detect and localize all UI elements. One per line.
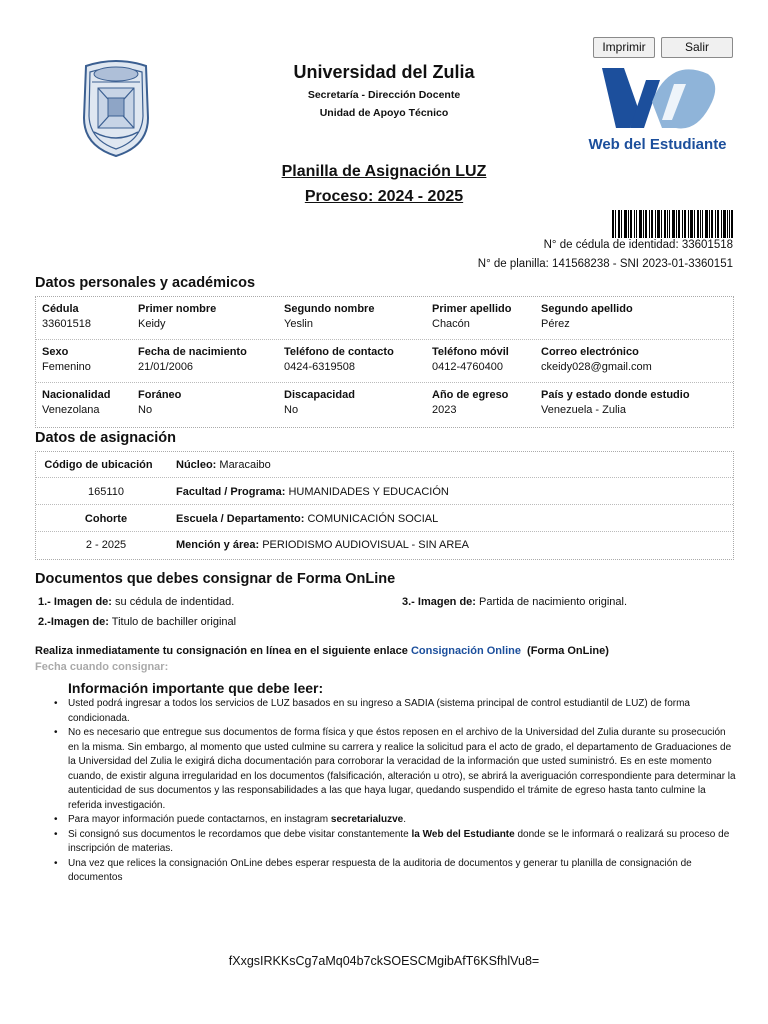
field-value: Chacón (432, 318, 470, 330)
document-item-label: 3.- Imagen de: (402, 596, 476, 608)
field-label: Fecha de nacimiento (138, 346, 247, 358)
field-segundo-nombre (284, 303, 374, 330)
faculty-value: HUMANIDADES Y EDUCACIÓN (288, 486, 449, 498)
university-title: Universidad del Zulia (293, 62, 475, 82)
field-label: Segundo nombre (284, 303, 375, 315)
documents-section-title: Documentos que debes consignar de Forma OnLine (35, 571, 396, 587)
code-value: 165110 (88, 486, 124, 498)
info-title: Información importante que debe leer: (68, 680, 324, 696)
school-field (176, 513, 438, 525)
row-divider (36, 339, 733, 340)
field-label: Correo electrónico (541, 346, 639, 358)
info-item (54, 813, 736, 828)
mention-label: Mención y área: (176, 539, 260, 551)
cohort-value: 2 - 2025 (85, 539, 127, 551)
consignment-notice-text: Realiza inmediatamente tu consignación en línea en el siguiente enlace (35, 645, 408, 657)
field-value: 0412-4760400 (432, 361, 503, 373)
code-label: Código de ubicación (44, 459, 153, 471)
secretariat-subtitle: Secretaría - Dirección Docente (307, 89, 461, 101)
faculty-label: Facultad / Programa: (176, 486, 286, 498)
info-list (54, 697, 736, 886)
field-primer-nombre (138, 303, 216, 330)
field-foraneo (138, 389, 181, 416)
web-del-estudiante-logo (580, 62, 735, 158)
document-item-2 (38, 616, 236, 628)
faculty-field (176, 486, 449, 498)
info-item (54, 828, 736, 857)
document-item-label: 1.- Imagen de: (38, 596, 112, 608)
info-item-text: Si consignó sus documentos le recordamos que debe visitar constantemente (68, 828, 409, 840)
consignment-notice-suffix: (Forma OnLine) (527, 645, 609, 657)
barcode-icon (612, 210, 733, 238)
unit-subtitle: Unidad de Apoyo Técnico (319, 107, 449, 119)
field-label: Segundo apellido (541, 303, 633, 315)
field-label: Primer nombre (138, 303, 217, 315)
planilla-number-line: N° de planilla: 141568238 - SNI 2023-01-3360151 (477, 258, 733, 270)
field-primer-apellido (432, 303, 511, 330)
field-label: Foráneo (138, 389, 182, 401)
info-item-text: donde se le informará o realizará su proceso de inscripción de materias. (68, 828, 730, 854)
info-item-text: No es necesario que entregue sus documentos de forma física y que éstos reposen en el archivo de la Universidad del Zulia durante su prosecución en la misma. Sin embargo, al momento que usted culmine su carrera y realice la solicitud para el acto de grado, el departamento de Graduaciones de la Universidad del Zulia le exigirá dicha documentación para corroborar la veracidad de la información que usted suministró. Es en este momento cuando, de existir alguna irregularidad en los documentos (falsificación, alteración u otro), se abrirá la averiguación correspondiente para determinar la autenticidad de sus documentos y las responsabilidades a las que haya lugar, quedando suspendido el trámite de egreso hasta tanto culmine la referida investigación. (68, 727, 736, 811)
field-value: No (138, 404, 153, 416)
info-item-text: . (403, 814, 406, 825)
field-sexo (42, 346, 91, 373)
field-label: Sexo (42, 346, 69, 358)
field-value: Keidy (138, 318, 166, 330)
field-value: Pérez (541, 318, 570, 330)
field-value: 2023 (432, 404, 457, 416)
field-label: Nacionalidad (42, 389, 111, 401)
consignment-online-link[interactable]: Consignación Online (410, 645, 521, 657)
row-divider (36, 477, 733, 478)
field-value: No (284, 404, 299, 416)
exit-button[interactable]: Salir (661, 37, 733, 58)
consignment-date-label: Fecha cuando consignar: (35, 661, 169, 673)
mention-field (176, 539, 469, 551)
field-telefono-contacto (284, 346, 394, 373)
info-item-text: Para mayor información puede contactarnos, en instagram (68, 814, 329, 825)
field-pais-estado (541, 389, 690, 416)
field-value: Venezuela - Zulia (541, 404, 626, 416)
field-value: 33601518 (42, 318, 91, 330)
field-discapacidad (284, 389, 355, 416)
field-cedula (42, 303, 91, 330)
field-telefono-movil (432, 346, 509, 373)
document-item-value: Partida de nacimiento original. (479, 596, 628, 608)
field-value: Yeslin (284, 318, 313, 330)
field-segundo-apellido (541, 303, 633, 330)
process-title: Proceso: 2024 - 2025 (304, 188, 464, 205)
document-title: Planilla de Asignación LUZ (281, 163, 487, 180)
field-label: Cédula (42, 303, 79, 315)
nucleo-value: Maracaibo (219, 459, 271, 471)
personal-data-box (35, 296, 734, 428)
personal-section-title: Datos personales y académicos (35, 275, 256, 291)
info-item-text: Usted podrá ingresar a todos los servicios de LUZ basados en su ingreso a SADIA (sistema principal de control estudiantil de LUZ) de forma condicionada. (68, 698, 690, 724)
assignment-section-title: Datos de asignación (35, 430, 177, 446)
row-divider (36, 531, 733, 532)
field-nacionalidad (42, 389, 110, 416)
mention-value: PERIODISMO AUDIOVISUAL - SIN AREA (262, 539, 470, 551)
field-value: 21/01/2006 (138, 361, 194, 373)
cohort-label: Cohorte (84, 513, 128, 525)
field-value: ckeidy028@gmail.com (541, 361, 652, 373)
document-item-1 (38, 596, 234, 608)
web-estudiante-mention: la Web del Estudiante (411, 828, 515, 840)
nucleo-field (176, 459, 271, 471)
field-fecha-nacimiento (138, 346, 247, 373)
field-value: Venezolana (42, 404, 100, 416)
instagram-handle: secretarialuzve (330, 814, 404, 825)
document-item-value: Titulo de bachiller original (111, 616, 237, 628)
consignment-notice (35, 645, 609, 657)
assignment-data-box (35, 451, 734, 560)
verification-code: fXxgsIRKKsCg7aMq04b7ckSOESCMgibAfT6KSfhlVu8= (228, 954, 540, 968)
field-label: País y estado donde estudio (541, 389, 690, 401)
field-label: Discapacidad (284, 389, 355, 401)
field-label: Primer apellido (432, 303, 512, 315)
row-divider (36, 504, 733, 505)
field-value: 0424-6319508 (284, 361, 355, 373)
info-item (54, 857, 736, 886)
info-item (54, 726, 736, 813)
field-label: Teléfono de contacto (284, 346, 394, 358)
nucleo-label: Núcleo: (176, 459, 217, 471)
id-number-line: N° de cédula de identidad: 33601518 (543, 239, 733, 251)
document-item-3 (402, 596, 627, 608)
brand-label: Web del Estudiante (588, 136, 727, 153)
w-logo-icon (580, 62, 735, 136)
field-anio-egreso (432, 389, 508, 416)
row-divider (36, 382, 733, 383)
document-item-value: su cédula de indentidad. (115, 596, 235, 608)
document-item-label: 2.-Imagen de: (38, 616, 109, 628)
info-item-text: Una vez que relices la consignación OnLine debes esperar respuesta de la auditoria de documentos y generar tu planilla de consignación de documentos (68, 857, 692, 883)
school-value: COMUNICACIÓN SOCIAL (307, 513, 439, 525)
field-correo (541, 346, 652, 373)
info-item (54, 697, 736, 726)
print-button[interactable]: Imprimir (593, 37, 655, 58)
field-value: Femenino (42, 361, 91, 373)
field-label: Teléfono móvil (432, 346, 509, 358)
school-label: Escuela / Departamento: (176, 513, 305, 525)
field-label: Año de egreso (432, 389, 509, 401)
